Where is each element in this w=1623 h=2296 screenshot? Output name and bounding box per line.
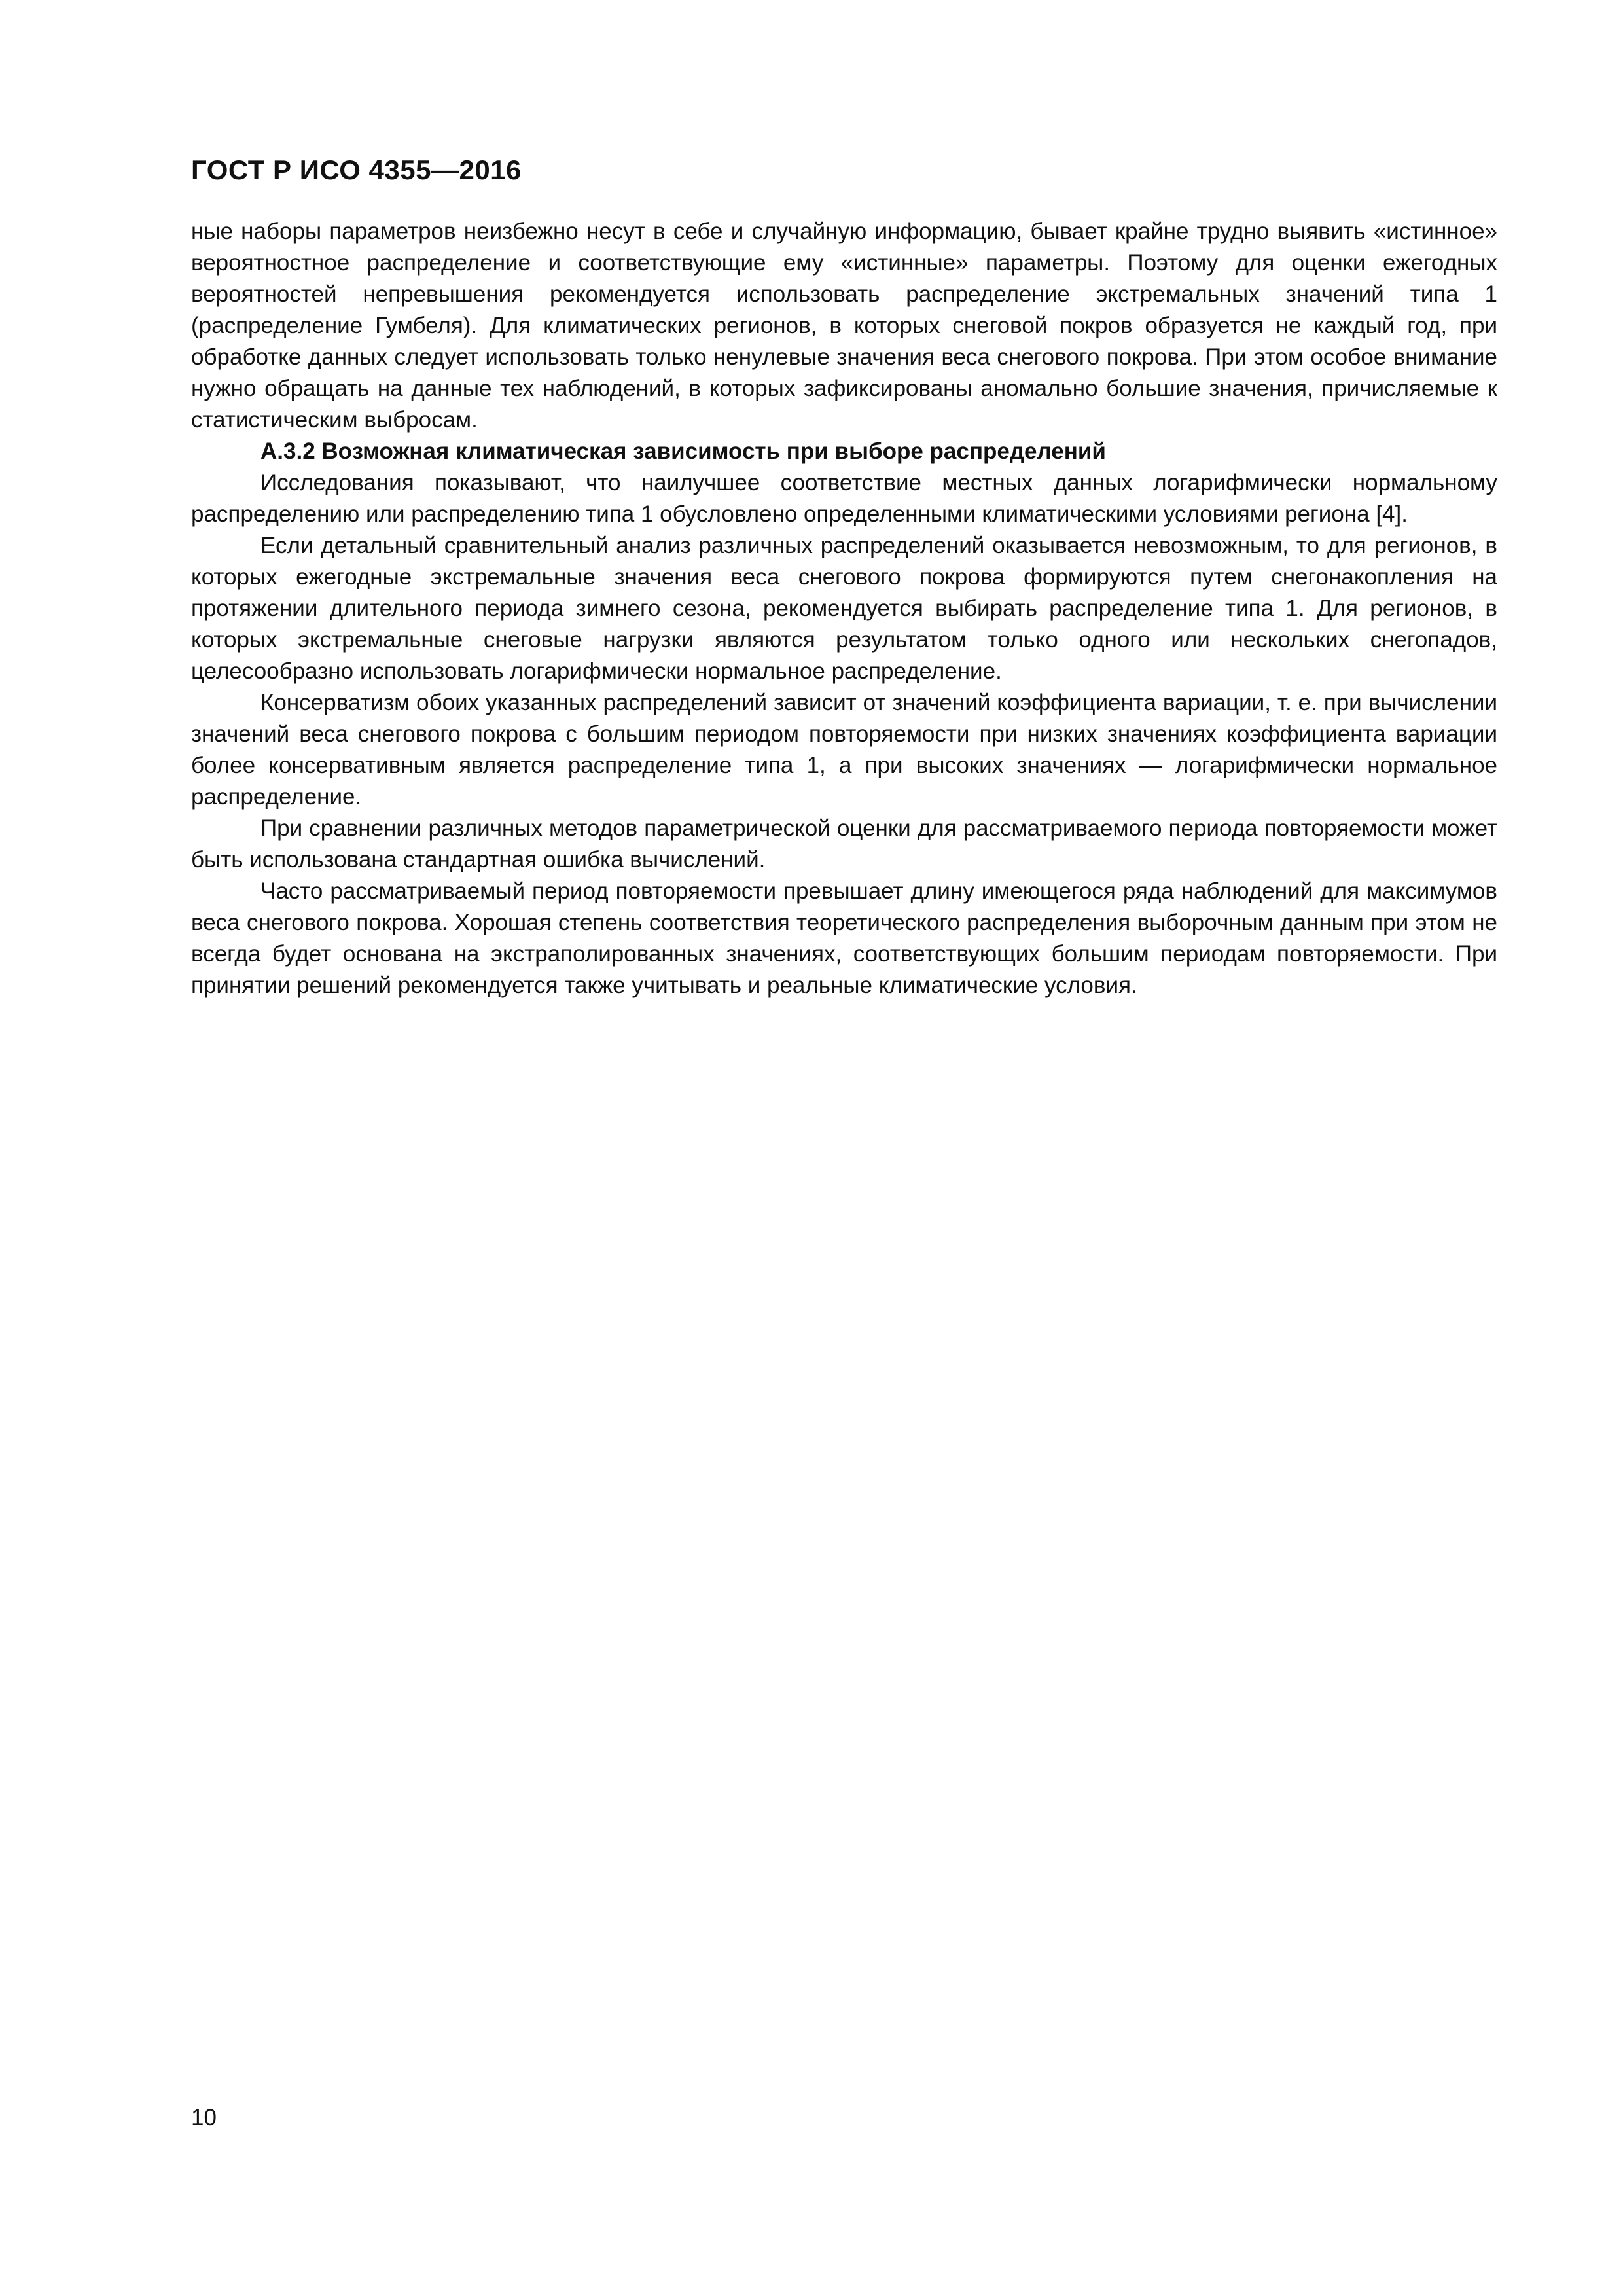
paragraph: Консерватизм обоих указанных распределений зависит от значений коэффициента вариации, т. е. при вычислении значений веса снегового покрова с большим периодом повторяемости при низких значениях коэффициента вариации более консервативным является распределение типа 1, а при высоких значениях — логарифмически нормальное распределение.: [191, 690, 1497, 810]
paragraph-continuation: ные наборы параметров неизбежно несут в себе и случайную информацию, бывает крайне трудно выявить «истинное» вероятностное распределение и соответствующие ему «истинные» параметры. Поэтому для оценки ежегодных вероятностей непревышения рекомендуется использовать распределение экстремальных значений типа 1 (распределение Гумбеля). Для климатических регионов, в которых снеговой покров образуется не каждый год, при обработке данных следует использовать только ненулевые значения веса снегового покрова. При этом особое внимание нужно обращать на данные тех наблюдений, в которых зафиксированы аномально большие значения, причисляемые к статистическим выбросам.: [191, 219, 1497, 433]
paragraph: При сравнении различных методов параметрической оценки для рассматриваемого периода повторяемости может быть использована стандартная ошибка вычислений.: [191, 816, 1497, 872]
page-title: ГОСТ Р ИСО 4355—2016: [191, 154, 522, 185]
paragraph: Исследования показывают, что наилучшее соответствие местных данных логарифмически нормальному распределению или распределению типа 1 обусловлено определенными климатическими условиями региона [4].: [191, 470, 1497, 527]
paragraph: Часто рассматриваемый период повторяемости превышает длину имеющегося ряда наблюдений для максимумов веса снегового покрова. Хорошая степень соответствия теоретического распределения выборочным данным при этом не всегда будет основана на экстраполированных значениях, соответствующих большим периодам повторяемости. При принятии решений рекомендуется также учитывать и реальные климатические условия.: [191, 878, 1497, 998]
document-body: [191, 216, 1497, 1001]
section-heading: А.3.2 Возможная климатическая зависимость при выборе распределений: [260, 439, 1106, 464]
paragraph: Если детальный сравнительный анализ различных распределений оказывается невозможным, то для регионов, в которых ежегодные экстремальные значения веса снегового покрова формируются путем снегонакопления на протяжении длительного периода зимнего сезона, рекомендуется выбирать распределение типа 1. Для регионов, в которых экстремальные снеговые нагрузки являются результатом только одного или нескольких снегопадов, целесообразно использовать логарифмически нормальное распределение.: [191, 533, 1497, 684]
page-number: 10: [191, 2105, 217, 2130]
